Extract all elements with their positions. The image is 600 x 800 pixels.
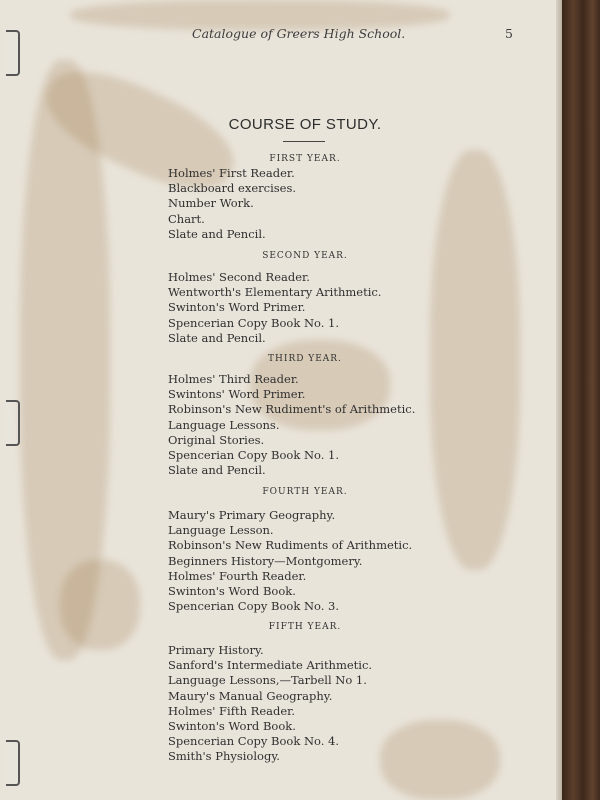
list-item: Slate and Pencil. bbox=[168, 226, 266, 241]
water-stain bbox=[60, 560, 140, 650]
list-item: Maury's Manual Geography. bbox=[168, 688, 333, 703]
subject-list bbox=[168, 508, 412, 614]
list-item: Language Lesson. bbox=[168, 523, 274, 538]
list-item: Holmes' Fourth Reader. bbox=[168, 568, 307, 583]
list-item: Robinson's New Rudiments of Arithmetic. bbox=[168, 538, 413, 553]
list-item: Spencerian Copy Book No. 4. bbox=[168, 734, 340, 749]
list-item: Primary History. bbox=[168, 643, 264, 657]
list-item: Wentworth's Elementary Arithmetic. bbox=[168, 285, 382, 300]
title-rule bbox=[283, 141, 325, 142]
list-item: Robinson's New Rudiment's of Arithmetic. bbox=[168, 402, 416, 417]
wooden-table-background bbox=[562, 0, 600, 800]
running-title: Catalogue of Greers High School. bbox=[192, 26, 406, 41]
year-heading: THIRD YEAR. bbox=[268, 354, 342, 364]
list-item: Holmes' Fifth Reader. bbox=[168, 703, 296, 718]
year-heading: FIRST YEAR. bbox=[269, 154, 341, 164]
list-item: Chart. bbox=[168, 211, 205, 226]
list-item: Spencerian Copy Book No. 3. bbox=[168, 599, 340, 614]
subject-list bbox=[168, 166, 296, 242]
year-heading: FOURTH YEAR. bbox=[262, 487, 348, 497]
year-heading: SECOND YEAR. bbox=[262, 251, 348, 261]
list-item: Swintons' Word Primer. bbox=[168, 387, 306, 402]
list-item: Swinton's Word Book. bbox=[168, 719, 296, 734]
list-item: Swinton's Word Primer. bbox=[168, 300, 306, 315]
list-item: Spencerian Copy Book No. 1. bbox=[168, 448, 340, 463]
list-item: Number Work. bbox=[168, 196, 254, 211]
list-item: Holmes' Second Reader. bbox=[168, 270, 310, 284]
binder-clip bbox=[6, 30, 20, 76]
subject-list bbox=[168, 270, 381, 346]
list-item: Sanford's Intermediate Arithmetic. bbox=[168, 658, 373, 673]
list-item: Spencerian Copy Book No. 1. bbox=[168, 315, 340, 330]
list-item: Language Lessons,—Tarbell No 1. bbox=[168, 673, 367, 688]
page-number: 5 bbox=[505, 26, 513, 41]
page-edge bbox=[556, 0, 562, 800]
list-item: Holmes' Third Reader. bbox=[168, 372, 299, 386]
subject-list bbox=[168, 372, 415, 478]
list-item: Slate and Pencil. bbox=[168, 463, 266, 478]
list-item: Language Lessons. bbox=[168, 417, 280, 432]
list-item: Slate and Pencil. bbox=[168, 330, 266, 345]
water-stain bbox=[380, 720, 500, 800]
binder-clip bbox=[6, 740, 20, 786]
list-item: Holmes' First Reader. bbox=[168, 166, 295, 180]
year-heading: FIFTH YEAR. bbox=[268, 622, 342, 632]
list-item: Swinton's Word Book. bbox=[168, 584, 296, 599]
list-item: Smith's Physiology. bbox=[168, 749, 280, 764]
list-item: Blackboard exercises. bbox=[168, 181, 297, 196]
subject-list bbox=[168, 643, 372, 765]
binder-clip bbox=[6, 400, 20, 446]
list-item: Beginners History—Montgomery. bbox=[168, 553, 363, 568]
page-title: COURSE OF STUDY. bbox=[228, 116, 382, 133]
list-item: Original Stories. bbox=[168, 432, 265, 447]
list-item: Maury's Primary Geography. bbox=[168, 508, 336, 522]
